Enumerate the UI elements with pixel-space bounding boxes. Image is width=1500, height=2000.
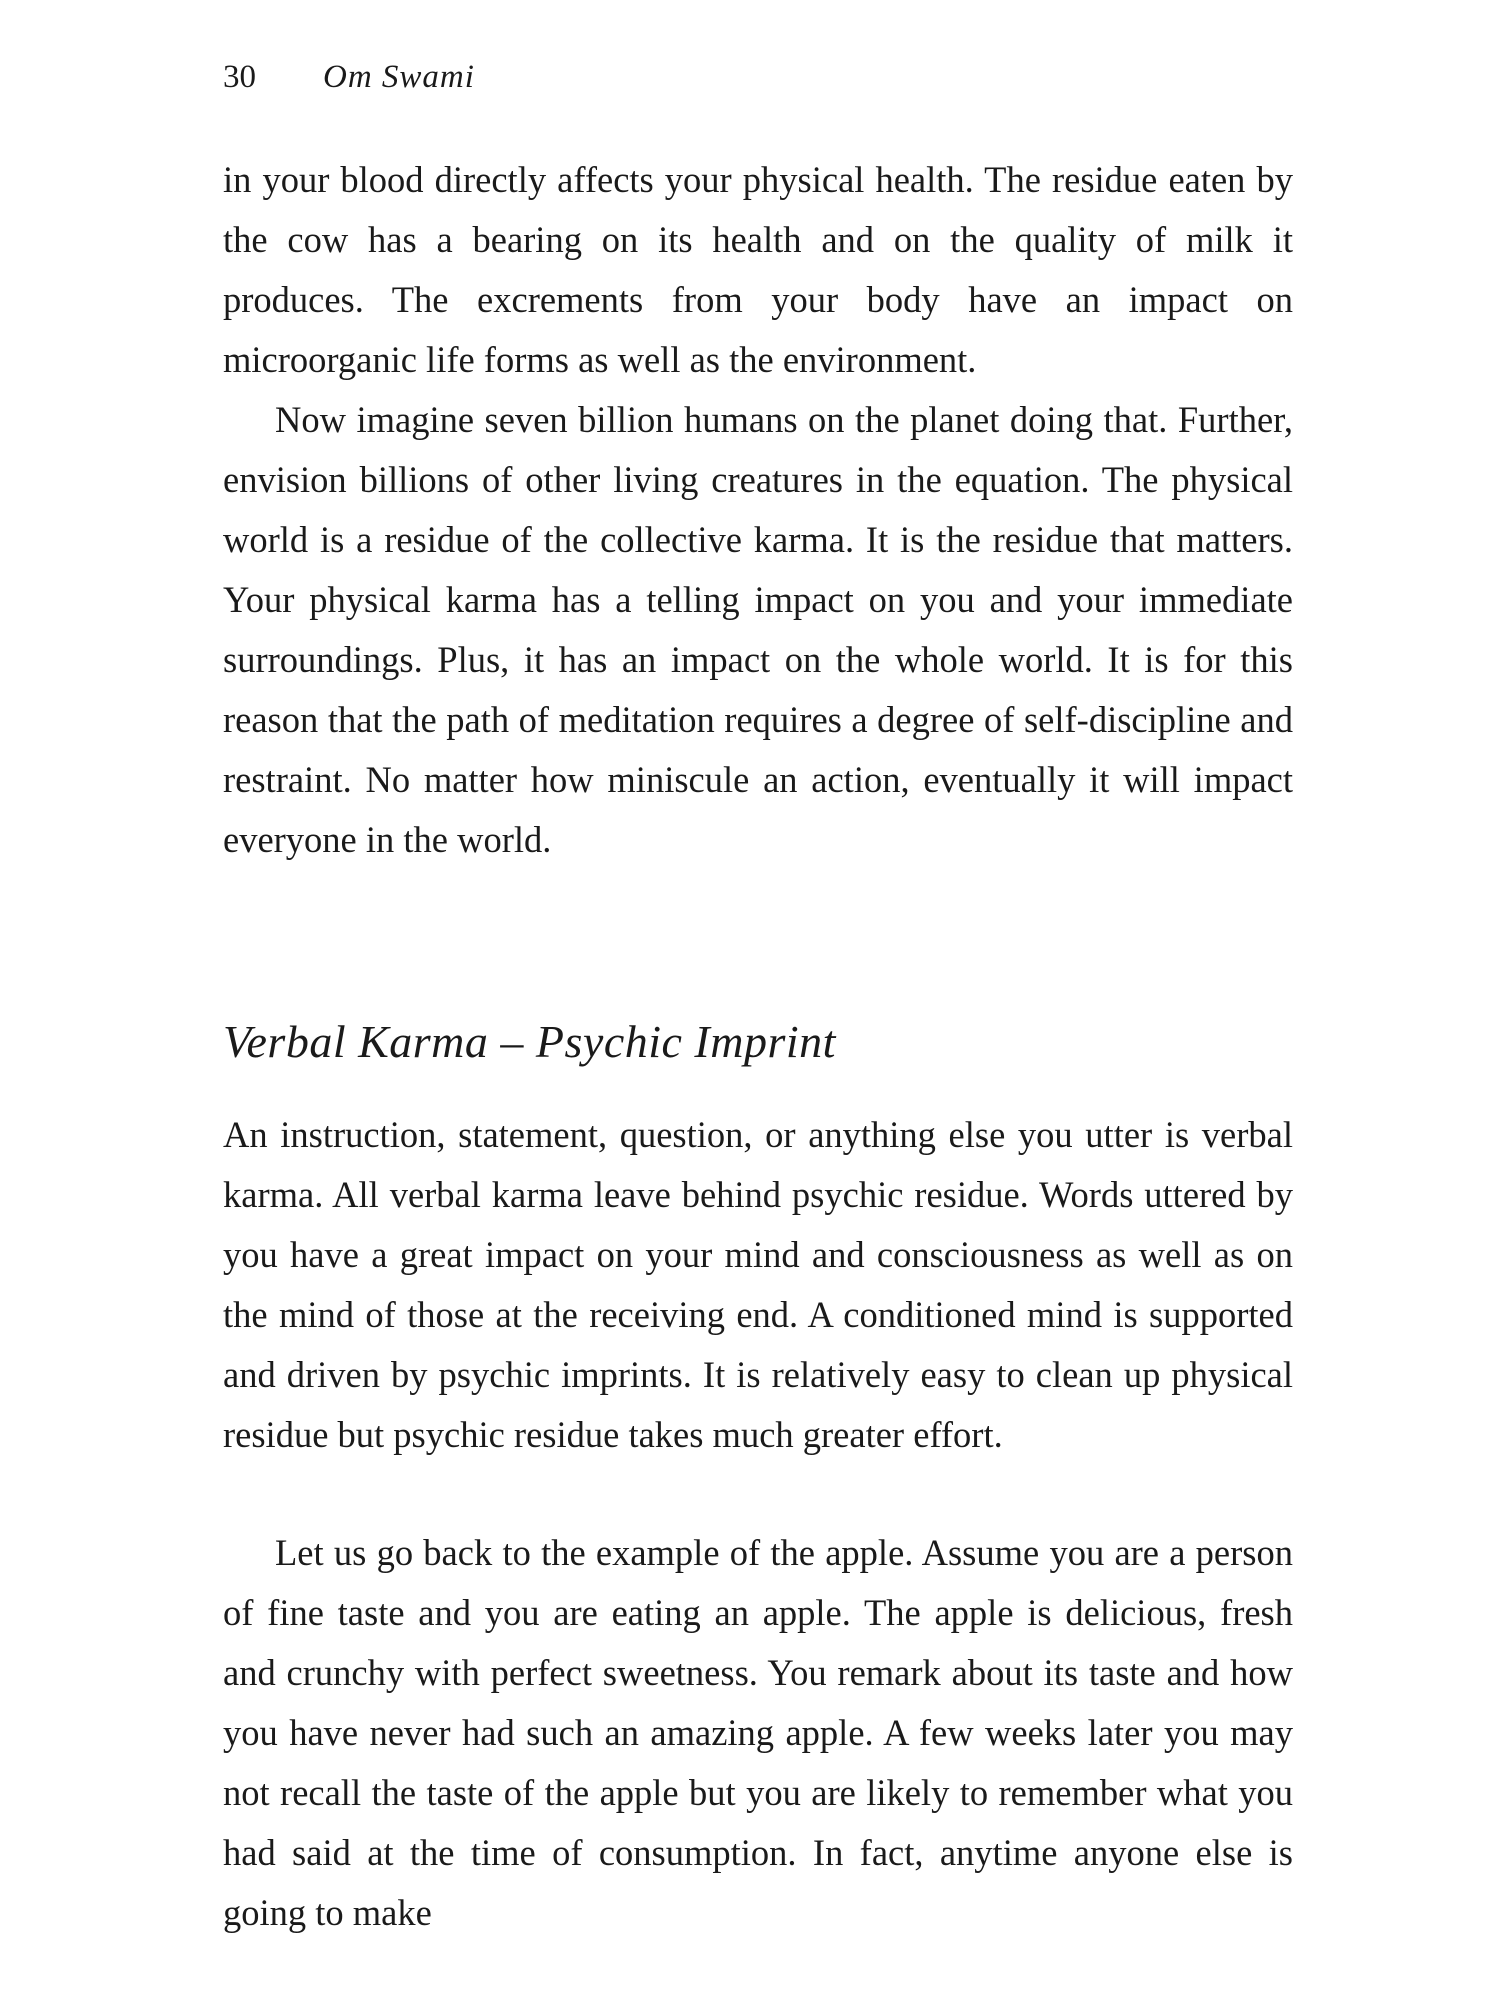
body-paragraph: Now imagine seven billion humans on the planet doing that. Further, envision billions of other living creatures in the equation. The physical world is a residue of the collective karma. It is the residue that matters. Your physical karma has a telling impact on you and your immediate surroundings. Plus, it has an impact on the whole world. It is for this reason that the path of meditation requires a degree of self-discipline and restraint. No matter how miniscule an action, eventually it will impact everyone in the world. (223, 399, 1293, 860)
running-head (223, 55, 475, 99)
body-paragraph: in your blood directly affects your physical health. The residue eaten by the cow has a bearing on its health and on the quality of milk it produces. The excrements from your body have an impact on microorganic life forms as well as the environment. (223, 159, 1293, 380)
book-page (223, 0, 1293, 2000)
section-paragraph: Let us go back to the example of the apple. Assume you are a person of fine taste and you are eating an apple. The apple is delicious, fresh and crunchy with perfect sweetness. You remark about its taste and how you have never had such an amazing apple. A few weeks later you may not recall the taste of the apple but you are likely to remember what you had said at the time of consumption. In fact, anytime anyone else is going to make (223, 1532, 1293, 1933)
section-heading: Verbal Karma – Psychic Imprint (223, 1016, 836, 1067)
section-paragraph: An instruction, statement, question, or anything else you utter is verbal karma. All verbal karma leave behind psychic residue. Words uttered by you have a great impact on your mind and consciousness as well as on the mind of those at the receiving end. A conditioned mind is supported and driven by psychic imprints. It is relatively easy to clean up physical residue but psychic residue takes much greater effort. (223, 1114, 1293, 1455)
running-head-author: Om Swami (323, 59, 475, 95)
page-number: 30 (223, 59, 256, 95)
